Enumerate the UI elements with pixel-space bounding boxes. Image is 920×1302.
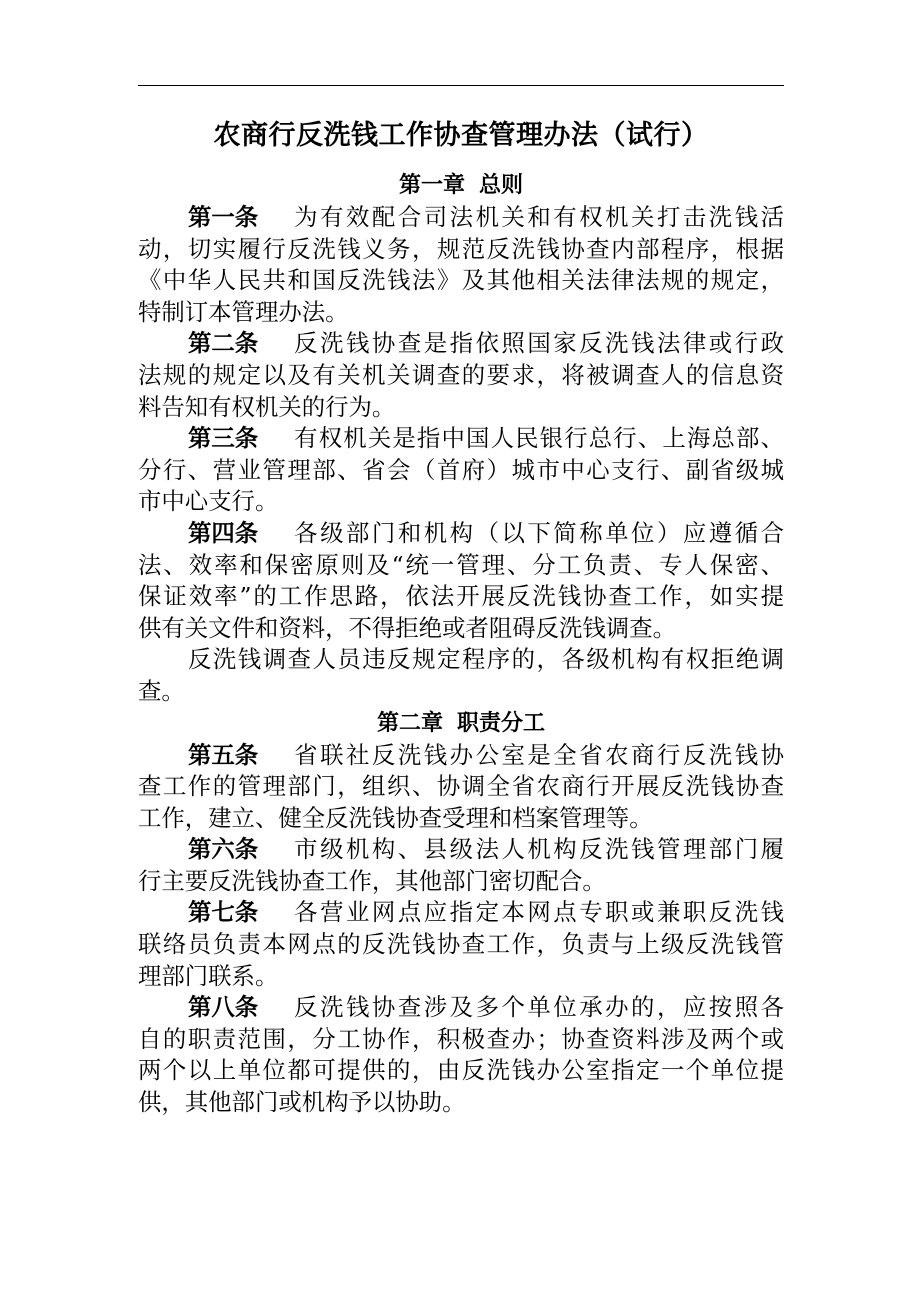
line-text: 为有效配合司法机关和有权机关打击洗钱活 <box>294 203 787 231</box>
article-number: 第二条 <box>188 329 259 358</box>
paragraph <box>138 644 784 707</box>
article <box>138 423 784 518</box>
text-line <box>138 202 787 234</box>
text-line <box>138 1055 784 1087</box>
article <box>138 897 787 992</box>
line-text: 法、效率和保密原则及“统一管理、分工负责、专人保密、 <box>138 550 784 579</box>
text-line <box>138 581 784 613</box>
text-line <box>138 676 784 708</box>
line-text: 动，切实履行反洗钱义务，规范反洗钱协查内部程序，根据 <box>138 234 784 263</box>
chapter-name: 职责分工 <box>457 710 546 736</box>
line-text: 各营业网点应指定本网点专职或兼职反洗钱 <box>294 898 787 927</box>
line-text: 料告知有权机关的行为。 <box>138 392 396 421</box>
chapter-number: 第一章 <box>398 173 465 198</box>
chapter-number: 第二章 <box>376 710 443 736</box>
header-rule <box>138 85 784 86</box>
line-text: 行主要反洗钱协查工作，其他部门密切配合。 <box>138 866 606 895</box>
line-text: 理部门联系。 <box>138 961 279 990</box>
line-text: 各级部门和机构（以下简称单位）应遵循合 <box>294 518 787 547</box>
document-body <box>138 170 787 1119</box>
article-number: 第四条 <box>188 518 259 547</box>
line-text: 保证效率”的工作思路，依法开展反洗钱协查工作，如实提 <box>138 582 784 611</box>
line-text: 两个以上单位都可提供的，由反洗钱办公室指定一个单位提 <box>138 1056 784 1085</box>
text-line <box>138 234 784 266</box>
article-number: 第三条 <box>188 424 259 453</box>
line-text: 市级机构、县级法人机构反洗钱管理部门履 <box>294 835 787 864</box>
line-text: 反洗钱协查涉及多个单位承办的，应按照各 <box>294 993 787 1022</box>
article-number: 第六条 <box>188 835 259 864</box>
text-line <box>138 265 784 297</box>
line-text: 供有关文件和资料，不得拒绝或者阻碍反洗钱调查。 <box>138 613 676 642</box>
chapter-name: 总则 <box>479 173 524 198</box>
text-line <box>138 550 784 582</box>
line-text: 供，其他部门或机构予以协助。 <box>138 1088 466 1117</box>
line-text: 查工作的管理部门，组织、协调全省农商行开展反洗钱协查 <box>138 772 784 801</box>
chapter-heading <box>138 170 784 202</box>
text-line <box>138 486 784 518</box>
text-line <box>138 360 784 392</box>
line-text: 查。 <box>138 676 185 705</box>
text-line <box>138 929 784 961</box>
article-number: 第八条 <box>188 993 259 1022</box>
line-text: 特制订本管理办法。 <box>138 297 349 326</box>
article-number: 第七条 <box>188 898 259 927</box>
line-text: 分行、营业管理部、省会（首府）城市中心支行、副省级城 <box>138 455 784 484</box>
line-text: 省联社反洗钱办公室是全省农商行反洗钱协 <box>294 740 787 769</box>
article <box>138 202 787 328</box>
article <box>138 992 787 1118</box>
line-text: 反洗钱调查人员违反规定程序的，各级机构有权拒绝调 <box>188 645 786 674</box>
line-text: 反洗钱协查是指依照国家反洗钱法律或行政 <box>294 329 787 358</box>
text-line <box>138 613 784 645</box>
article <box>138 328 787 423</box>
text-line <box>138 644 784 676</box>
text-line <box>138 803 784 835</box>
article-number: 第五条 <box>188 740 259 769</box>
article <box>138 518 787 644</box>
text-line <box>138 423 784 455</box>
text-line <box>138 328 787 360</box>
line-text: 自的职责范围，分工协作，积极查办；协查资料涉及两个或 <box>138 1024 784 1053</box>
text-line <box>138 518 787 550</box>
text-line <box>138 455 784 487</box>
text-line <box>138 771 784 803</box>
line-text: 市中心支行。 <box>138 487 279 516</box>
text-line <box>138 297 784 329</box>
text-line <box>138 866 784 898</box>
line-text: 工作，建立、健全反洗钱协查受理和档案管理等。 <box>138 803 653 832</box>
line-text: 有权机关是指中国人民银行总行、上海总部、 <box>294 424 786 453</box>
chapter-heading <box>138 708 784 740</box>
text-line <box>138 961 784 993</box>
text-line <box>138 897 787 929</box>
text-line <box>138 392 784 424</box>
text-line <box>138 992 787 1024</box>
text-line <box>138 1024 784 1056</box>
line-text: 联络员负责本网点的反洗钱协查工作，负责与上级反洗钱管 <box>138 930 784 959</box>
line-text: 法规的规定以及有关机关调查的要求，将被调查人的信息资 <box>138 360 784 389</box>
document-title: 农商行反洗钱工作协查管理办法（试行） <box>213 120 709 151</box>
line-text: 《中华人民共和国反洗钱法》及其他相关法律法规的规定， <box>138 266 784 295</box>
text-line <box>138 740 787 772</box>
text-line <box>138 834 787 866</box>
article <box>138 740 787 835</box>
article <box>138 834 787 897</box>
article-number: 第一条 <box>188 203 259 231</box>
text-line <box>138 1087 784 1119</box>
